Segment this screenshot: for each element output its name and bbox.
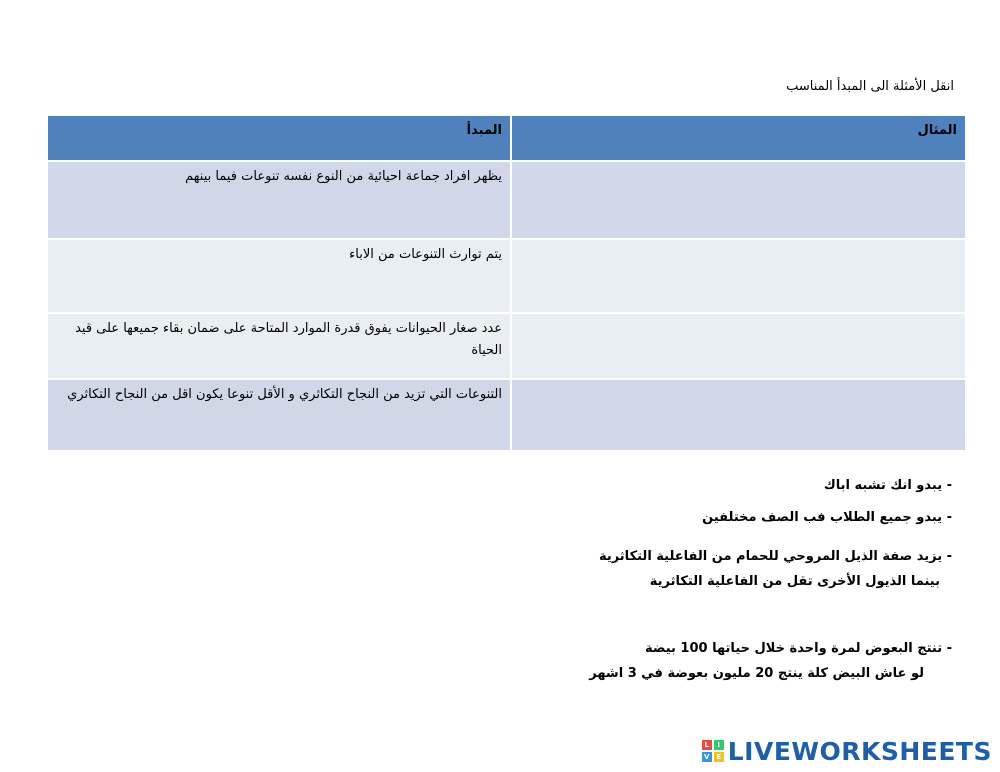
instruction-text: انقل الأمثلة الى المبدأ المناسب: [786, 79, 954, 94]
principle-cell: التنوعات التي تزيد من النجاح التكاثري و الأقل تنوعا يكون اقل من النجاح التكاثري: [47, 379, 511, 451]
table-row: [47, 239, 966, 313]
draggable-example[interactable]: [599, 549, 952, 589]
principles-table: [46, 114, 967, 452]
table-header-row: [47, 115, 966, 161]
header-example: المثال: [511, 115, 966, 161]
example-text-continued: بينما الذيول الأخرى تقل من الفاعلية التكاثرية: [649, 574, 940, 589]
table-row: [47, 313, 966, 379]
draggable-example[interactable]: [824, 478, 952, 493]
draggable-example[interactable]: [589, 641, 952, 681]
example-drop-zone[interactable]: [511, 239, 966, 313]
liveworksheets-logo: [702, 736, 992, 766]
table-row: [47, 379, 966, 451]
principle-cell: عدد صغار الحيوانات يفوق قدرة الموارد المتاحة على ضمان بقاء جميعها على قيد الحياة: [47, 313, 511, 379]
logo-mark-icon: L I V E: [702, 740, 724, 762]
principle-cell: يتم توارث التنوعات من الاباء: [47, 239, 511, 313]
example-text: - يبدو جميع الطلاب فب الصف مختلفين: [702, 510, 952, 525]
example-text: - يزيد صفة الذيل المروحي للحمام من الفاعلية التكاثرية: [598, 549, 952, 564]
example-text-continued: لو عاش البيض كلة ينتج 20 مليون بعوضة في 3 اشهر: [589, 666, 924, 681]
example-drop-zone[interactable]: [511, 161, 966, 239]
draggable-example[interactable]: [702, 510, 952, 525]
example-text: - تنتج البعوض لمرة واحدة خلال حياتها 100 بيضة: [645, 641, 952, 656]
logo-text: LIVEWORKSHEETS: [727, 736, 992, 766]
table-row: [47, 161, 966, 239]
example-text: - يبدو انك تشبه اباك: [823, 478, 952, 493]
principle-cell: يظهر افراد جماعة احيائية من النوع نفسه تنوعات فيما بينهم: [47, 161, 511, 239]
example-drop-zone[interactable]: [511, 379, 966, 451]
example-drop-zone[interactable]: [511, 313, 966, 379]
header-principle: المبدأ: [47, 115, 511, 161]
